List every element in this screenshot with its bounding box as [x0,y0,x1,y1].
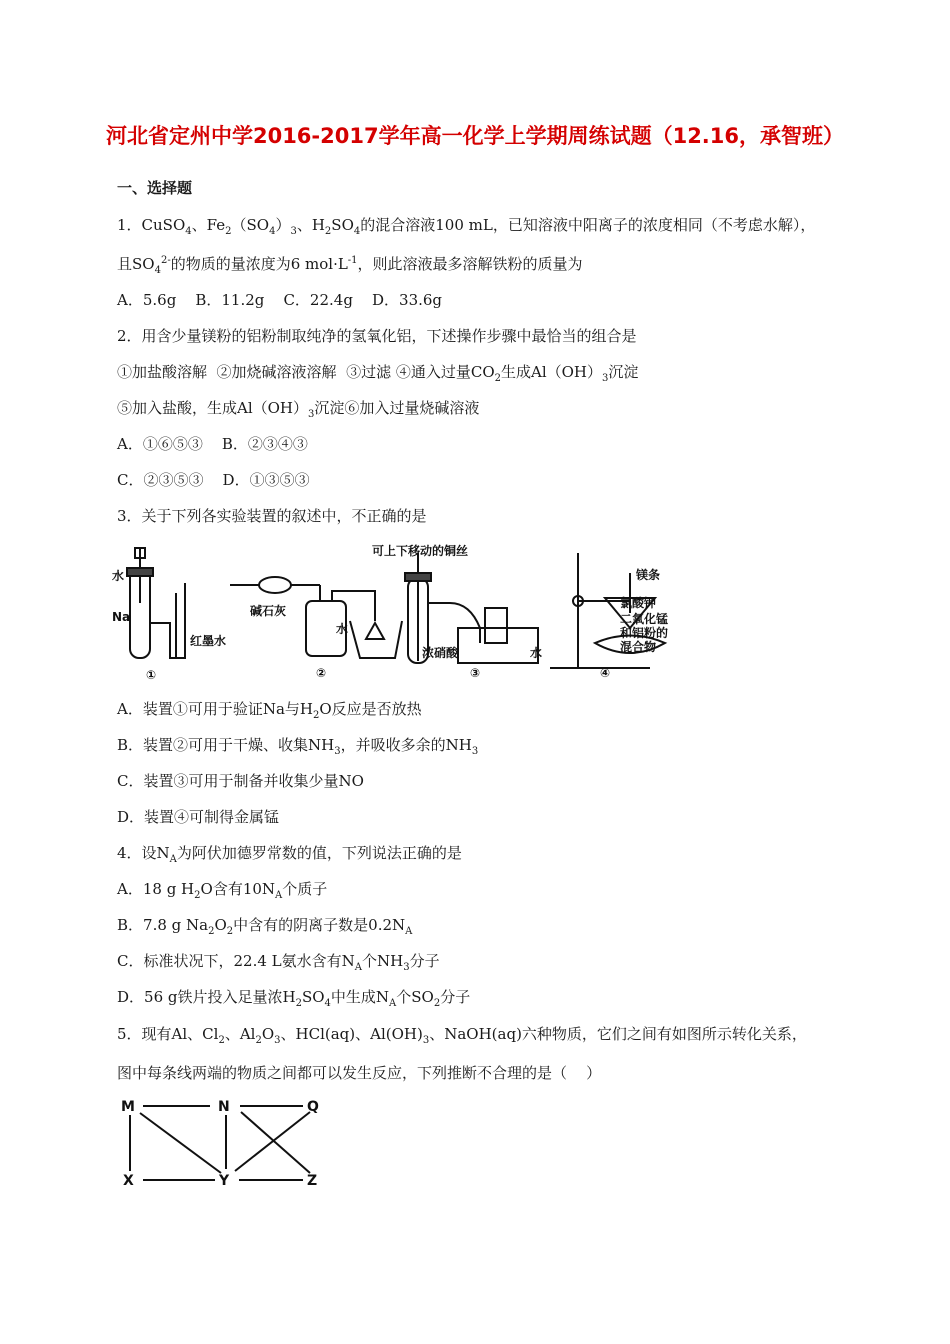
q4-text: SO [301,988,325,1006]
label-copper-wire: 可上下移动的铜丝 [372,544,469,558]
q4-text: B．7.8 g Na [117,916,209,934]
q4-text: 分子 [440,988,471,1006]
q4-text: 中生成N [330,988,390,1006]
label-conc-nitric: 浓硝酸 [422,646,459,660]
q4-text: 个质子 [282,880,328,898]
funnel [366,623,384,639]
label-water-2: 水 [336,622,349,636]
q1-text: 的混合溶液100 mL，已知溶液中阳离子的浓度相同（不考虑水解）， [360,216,816,234]
subscript: 2 [225,226,232,237]
q4-stem [117,843,462,863]
subscript: A [169,854,177,865]
apparatus-figure [110,543,670,683]
q2-text: 沉淀⑥加入过量烧碱溶液 [314,399,480,417]
q4-option-c [117,951,440,971]
q3-option-d: D．装置④可制得金属锰 [117,808,280,826]
q1-text: 1．CuSO [117,216,186,234]
subscript: 2 [324,226,332,237]
subscript: 2 [433,998,441,1009]
subscript: 2 [226,926,234,937]
subscript: 3 [422,1035,430,1046]
label-water-3: 水 [530,646,543,660]
subscript: 2 [208,926,215,937]
q1-line1 [117,215,815,235]
q3-text: ，并吸收多余的NH [340,736,472,754]
subscript: 2 [295,998,302,1009]
subscript: A [275,890,283,901]
q2-text: ①加盐酸溶解 ②加烧碱溶液溶解 ③过滤 ④通入过量CO [117,363,495,381]
q1-text: 、H [296,216,325,234]
subscript: 3 [471,746,479,757]
q4-text: O含有10N [200,880,276,898]
label-kclo3: 氯酸钾 [620,596,657,610]
subscript: 4 [185,226,192,237]
q5-text: 、HCl(aq)、Al(OH) [280,1025,423,1043]
edge-m-y [140,1113,221,1173]
q3-text: A．装置①可用于验证Na与H [117,700,313,718]
water-trough [458,628,538,663]
subscript: 2 [218,1035,225,1046]
subscript: 3 [334,746,341,757]
subscript: 2 [494,373,501,384]
subscript: A [389,998,397,1009]
q2-text: 生成Al（OH） [501,363,603,381]
q1-text: 且SO [117,255,155,273]
q3-option-c: C．装置③可用于制备并收集少量NO [117,772,364,790]
label-mix-1: 二氧化锰 [620,612,669,626]
node-n: N [218,1099,230,1115]
q1-text: （SO [231,216,270,234]
subscript: 4 [353,226,361,237]
subscript: 3 [403,962,410,973]
relation-diagram [115,1095,335,1190]
node-q: Q [307,1099,319,1115]
q2-text: 沉淀 [608,363,639,381]
subscript: 2 [255,1035,262,1046]
q2-options-cd: C．②③⑤③ D．①③⑤③ [117,471,310,489]
collecting-tube [485,608,507,643]
q3-text: B．装置②可用于干燥、收集NH [117,736,335,754]
q4-text: C．标准状况下，22.4 L氨水含有N [117,952,355,970]
q2-text: ⑤加入盐酸，生成Al（OH） [117,399,309,417]
q4-option-d [117,987,470,1007]
stopper [127,568,153,576]
drying-tube [259,577,291,593]
label-red-ink: 红墨水 [190,634,227,648]
node-x: X [123,1173,134,1189]
q1-text: ，则此溶液最多溶解铁粉的质量为 [357,255,583,273]
label-num-2: ② [316,666,327,680]
q2-stem: 2．用含少量镁粉的铝粉制取纯净的氢氧化铝，下述操作步骤中最恰当的组合是 [117,327,637,345]
q3-stem: 3．关于下列各实验装置的叙述中，不正确的是 [117,507,427,525]
label-num-3: ③ [470,666,481,680]
subscript: 2 [194,890,201,901]
subscript: 3 [602,373,609,384]
subscript: 3 [308,409,315,420]
label-water: 水 [112,569,125,583]
section-heading: 一、选择题 [117,179,193,197]
subscript: 4 [324,998,331,1009]
outlet-tube [332,591,375,621]
node-m: M [121,1099,135,1115]
label-soda-lime: 碱石灰 [250,604,287,618]
q1-text: SO [331,216,354,234]
q5-line1 [117,1024,807,1044]
q4-text: 分子 [409,952,440,970]
q1-text: 、Fe [191,216,226,234]
q5-text: 、Al [224,1025,256,1043]
q3-text: O反应是否放热 [319,700,422,718]
q2-options-ab: A．①⑥⑤③ B．②③④③ [117,435,308,453]
node-y: Y [219,1173,230,1189]
q5-text: 、NaOH(aq)六种物质，它们之间有如图所示转化关系， [429,1025,807,1043]
q1-text: ） [275,216,291,234]
q1-options: A．5.6g B．11.2g C．22.4g D．33.6g [117,291,443,309]
label-num-1: ① [146,668,157,682]
stopper-3 [405,573,431,581]
q1-text: 的物质的量浓度为6 mol·L [170,255,348,273]
q4-text: 中含有的阴离子数是0.2N [233,916,406,934]
q4-text: O [214,916,227,934]
q4-text: 个NH [361,952,404,970]
label-mg-strip: 镁条 [636,568,661,582]
label-num-4: ④ [600,666,611,680]
label-mix-2: 和铝粉的 [620,626,669,640]
subscript: 4 [154,265,161,276]
q3-option-b [117,735,478,755]
subscript: 4 [269,226,276,237]
q2-steps1 [117,362,638,382]
delivery-tube [428,603,480,643]
q4-text: A．18 g H [117,880,195,898]
q5-text: O [261,1025,275,1043]
q4-option-b [117,915,412,935]
q1-line2 [117,254,583,274]
label-mix-3: 混合物 [620,640,657,654]
subscript: 2 [312,710,320,721]
q4-text: D．56 g铁片投入足量浓H [117,988,296,1006]
subscript: 3 [290,226,297,237]
q4-text: 为阿伏加德罗常数的值，下列说法正确的是 [176,844,462,862]
q5-line2: 图中每条线两端的物质之间都可以发生反应，下列推断不合理的是（ ） [117,1064,602,1082]
superscript: -1 [347,255,358,266]
subscript: 3 [274,1035,281,1046]
q5-text: 5．现有Al、Cl [117,1025,219,1043]
q4-text: 个SO [396,988,434,1006]
node-z: Z [307,1173,318,1189]
q4-text: 4．设N [117,844,170,862]
q3-option-a [117,699,422,719]
u-tube [150,583,185,658]
subscript: A [405,926,413,937]
label-na: Na [112,610,131,624]
superscript: 2- [160,255,171,266]
subscript: A [354,962,362,973]
page-title: 河北省定州中学2016-2017学年高一化学上学期周练试题（12.16，承智班） [105,124,845,148]
q2-steps2 [117,398,479,418]
q4-option-a [117,879,327,899]
